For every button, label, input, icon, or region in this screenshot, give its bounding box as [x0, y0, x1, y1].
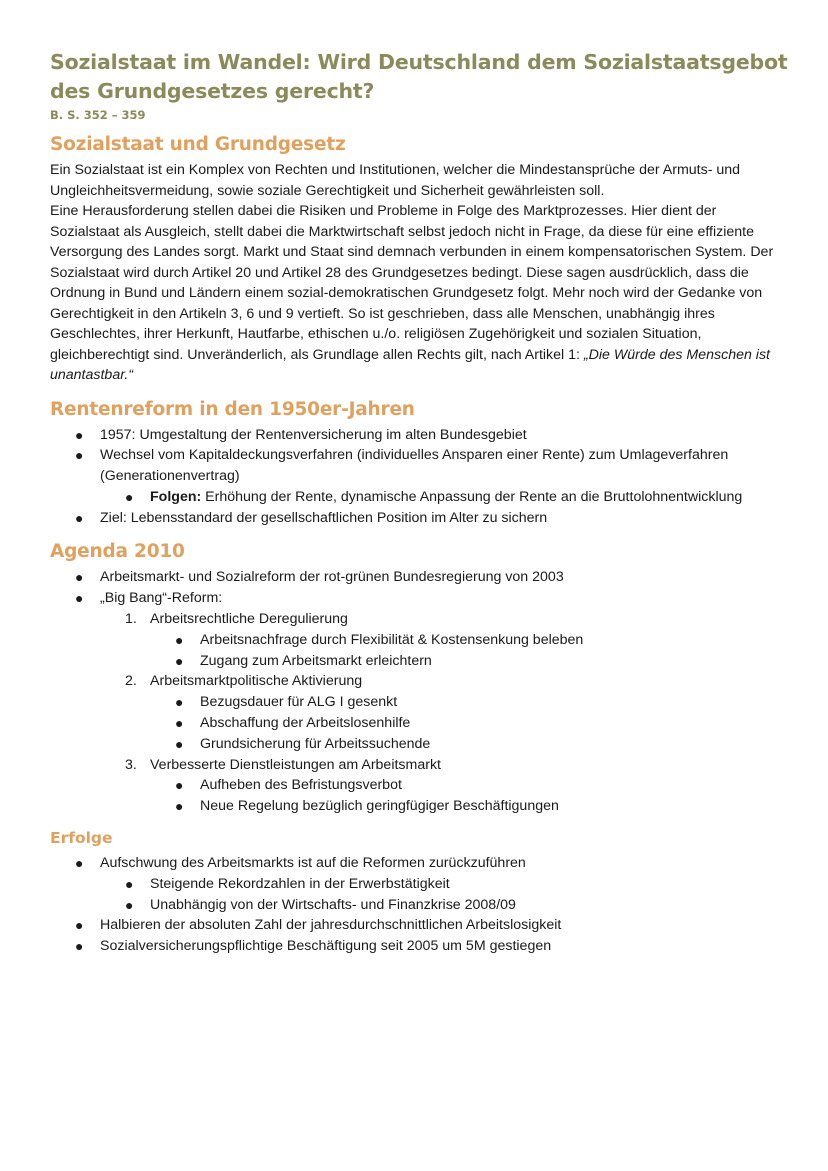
paragraph: Ein Sozialstaat ist ein Komplex von Rechten und Institutionen, welcher die Mindestansprüche der Armuts- und Ungleichheitsvermeidung, sowie soziale Gerechtigkeit und Sicherheit gewährleisten soll. [50, 162, 741, 199]
bullet-icon: ● [75, 509, 84, 526]
bullet-icon: ● [125, 488, 134, 505]
list-item [50, 567, 788, 588]
list-number: 2. [125, 673, 137, 690]
numbered-item [50, 755, 788, 776]
list-item-text: Arbeitsrechtliche Deregulierung [150, 611, 348, 628]
paragraph-text: Eine Herausforderung stellen dabei die Risiken und Probleme in Folge des Marktprozesses. Hier dient der Sozialstaat als Ausgleich, stellt dabei die Marktwirtschaft selbst jedoch nicht in Frage, da diese für eine effiziente Versorgung des Landes sorgt. Markt und Staat sind demnach verbunden in einem kompensatorischen System. Der Sozialstaat wird durch Artikel 20 und Artikel 28 des Grundgesetzes bedingt. Diese sagen ausdrücklich, dass die Ordnung in Bund und Ländern einem sozial-demokratischen Grundgesetz folgt. Mehr noch wird der Gedanke von Gerechtigkeit in den Artikeln 3, 6 und 9 vertieft. So ist geschrieben, dass alle Menschen, unabhängig ihres Geschlechtes, ihrer Herkunft, Hautfarbe, ethischen u./o. religiösen Zugehörigkeit und sozialen Situation, gleichberechtigt sind. Unveränderlich, als Grundlage allen Rechts gilt, nach Artikel 1: [50, 203, 774, 363]
bullet-icon: ● [125, 896, 134, 913]
list-item [50, 775, 788, 796]
bullet-icon: ● [75, 938, 84, 955]
list-item-text: Arbeitsmarktpolitische Aktivierung [150, 673, 363, 690]
list-item [50, 425, 788, 446]
list-item-text: „Big Bang“-Reform: [100, 590, 223, 607]
list-item-text: Neue Regelung bezüglich geringfügiger Beschäftigungen [200, 798, 559, 815]
list-item [50, 508, 788, 529]
bullet-list [50, 425, 788, 529]
list-number: 3. [125, 756, 137, 773]
bullet-icon: ● [75, 590, 84, 607]
list-item [50, 445, 788, 487]
quote: „Die Würde des Menschen ist unantastbar.“ [50, 346, 770, 383]
list-item-text: Aufheben des Befristungsverbot [200, 777, 402, 794]
list-item [50, 630, 788, 651]
list-item-text: Erhöhung der Rente, dynamische Anpassung der Rente an die Bruttolohnentwicklung [201, 488, 743, 505]
list-item-text: Steigende Rekordzahlen in der Erwerbstätigkeit [150, 875, 450, 892]
list-item-text: Aufschwung des Arbeitsmarkts ist auf die Reformen zurückzuführen [100, 855, 526, 872]
list-item-text: Unabhängig von der Wirtschafts- und Finanzkrise 2008/09 [150, 896, 516, 913]
bullet-icon: ● [175, 694, 184, 711]
list-item [50, 734, 788, 755]
list-number: 1. [125, 611, 137, 628]
list-item [50, 713, 788, 734]
list-item-text: Arbeitsmarkt- und Sozialreform der rot-grünen Bundesregierung von 2003 [100, 569, 564, 586]
bullet-icon: ● [175, 735, 184, 752]
bullet-list [50, 853, 788, 957]
bullet-icon: ● [175, 652, 184, 669]
bullet-icon: ● [175, 631, 184, 648]
list-item-label: Folgen: [150, 488, 202, 505]
list-item-text: Sozialversicherungspflichtige Beschäftigung seit 2005 um 5M gestiegen [100, 938, 552, 955]
list-item [50, 936, 788, 957]
list-item-text: Halbieren der absoluten Zahl der jahresdurchschnittlichen Arbeitslosigkeit [100, 917, 562, 934]
list-item [50, 796, 788, 817]
numbered-item [50, 609, 788, 630]
list-item [50, 915, 788, 936]
bullet-icon: ● [125, 875, 134, 892]
section-heading-agenda: Agenda 2010 [50, 541, 185, 563]
page-reference: B. S. 352 – 359 [50, 108, 146, 122]
bullet-icon: ● [175, 798, 184, 815]
section-heading-erfolge: Erfolge [50, 829, 113, 848]
document-title: Sozialstaat im Wandel: Wird Deutschland dem Sozialstaatsgebot des Grundgesetzes gerecht? [50, 50, 788, 103]
list-item [50, 895, 788, 916]
list-item [50, 692, 788, 713]
bullet-icon: ● [75, 855, 84, 872]
list-item-text: Verbesserte Dienstleistungen am Arbeitsmarkt [150, 756, 441, 773]
list-item-text: Bezugsdauer für ALG I gesenkt [200, 694, 398, 711]
section-heading-rentenreform: Rentenreform in den 1950er-Jahren [50, 398, 415, 420]
list-item-text: Arbeitsnachfrage durch Flexibilität & Kostensenkung beleben [200, 631, 584, 648]
list-item [50, 651, 788, 672]
bullet-icon: ● [75, 426, 84, 443]
bullet-icon: ● [75, 569, 84, 586]
bullet-icon: ● [175, 777, 184, 794]
bullet-icon: ● [75, 917, 84, 934]
bullet-icon: ● [75, 447, 84, 464]
paragraph [50, 201, 788, 386]
bullet-icon: ● [175, 715, 184, 732]
section-body-sozialstaat [50, 160, 788, 386]
list-item-text: 1957: Umgestaltung der Rentenversicherung im alten Bundesgebiet [100, 426, 527, 443]
list-item-text: Abschaffung der Arbeitslosenhilfe [200, 715, 411, 732]
numbered-item [50, 671, 788, 692]
section-heading-sozialstaat: Sozialstaat und Grundgesetz [50, 134, 346, 155]
list-item-text: Wechsel vom Kapitaldeckungsverfahren (individuelles Ansparen einer Rente) zum Umlageverfahren (Generationenvertrag) [100, 447, 729, 485]
list-item [50, 853, 788, 874]
list-item-text: Zugang zum Arbeitsmarkt erleichtern [200, 652, 432, 669]
list-item [50, 487, 788, 508]
list-item [50, 588, 788, 609]
list-item-text: Grundsicherung für Arbeitssuchende [200, 735, 431, 752]
list-item-text: Ziel: Lebensstandard der gesellschaftlichen Position im Alter zu sichern [100, 509, 548, 526]
list-item [50, 874, 788, 895]
bullet-list [50, 567, 788, 817]
